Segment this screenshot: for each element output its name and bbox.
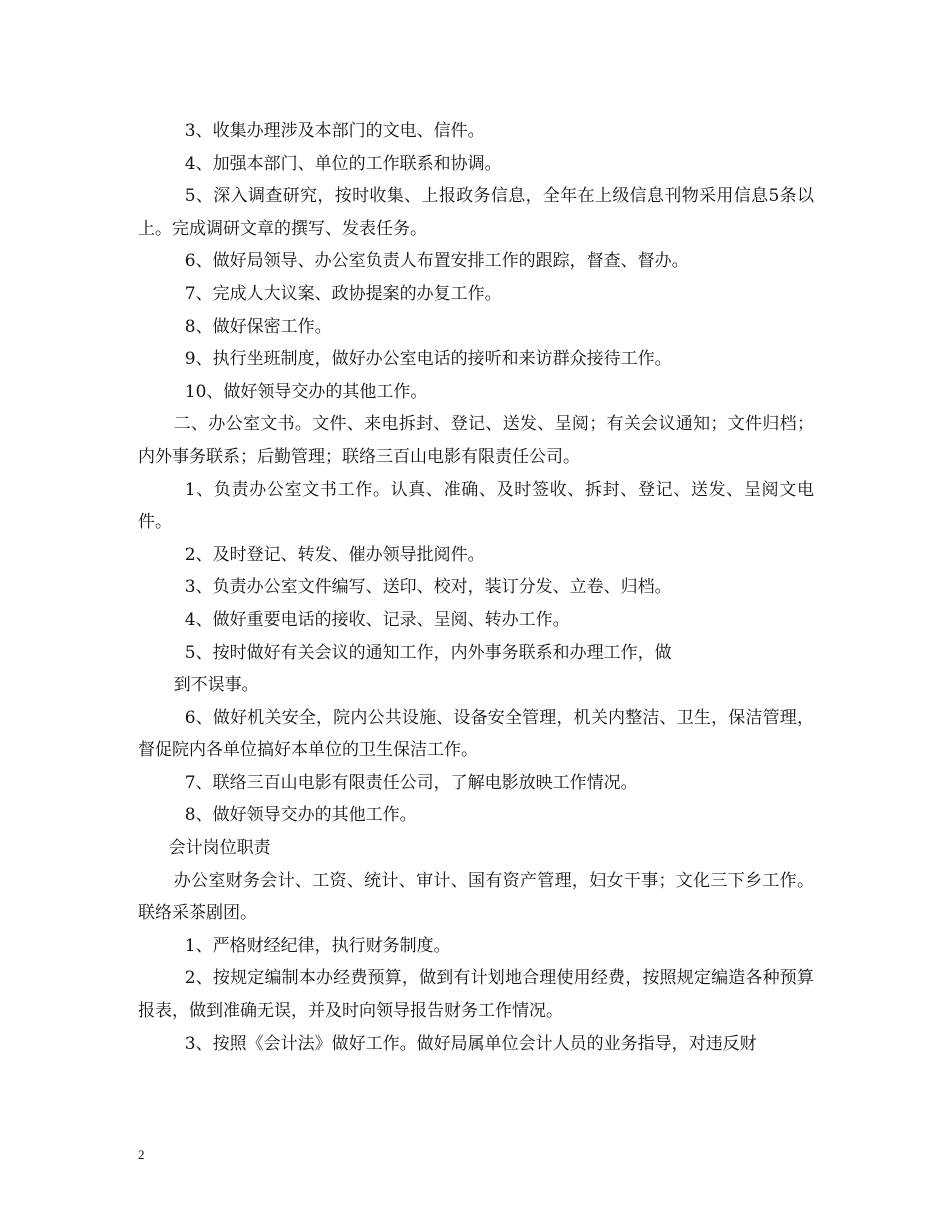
- paragraph: 3、负责办公室文件编写、送印、校对，装订分发、立卷、归档。: [184, 577, 672, 598]
- paragraph: 5、深入调查研究，按时收集、上报政务信息，全年在上级信息刊物采用信息5条以上。完成调研文章的撰写、发表任务。: [138, 186, 814, 239]
- paragraph-continuation: 到不误事。: [173, 675, 259, 696]
- paragraph: 8、做好保密工作。: [184, 316, 332, 337]
- paragraph: 6、做好局领导、办公室负责人布置安排工作的跟踪，督查、督办。: [184, 251, 689, 272]
- paragraph: 1、负责办公室文书工作。认真、准确、及时签收、拆封、登记、送发、呈阅文电件。: [138, 479, 814, 533]
- paragraph: 4、做好重要电话的接收、记录、呈阅、转办工作。: [184, 609, 570, 630]
- document-body: [138, 115, 814, 1060]
- section-title: 会计岗位职责: [168, 838, 271, 859]
- page-number: 2: [138, 1147, 145, 1162]
- paragraph: 2、按规定编制本办经费预算，做到有计划地合理使用经费，按照规定编造各种预算报表，做到准确无误，并及时向领导报告财务工作情况。: [138, 968, 814, 1022]
- paragraph: 3、收集办理涉及本部门的文电、信件。: [184, 121, 485, 141]
- paragraph: 4、加强本部门、单位的工作联系和协调。: [184, 153, 502, 174]
- paragraph: 办公室财务会计、工资、统计、审计、国有资产管理，妇女干事；文化三下乡工作。联络采茶剧团。: [138, 870, 814, 924]
- paragraph: 7、联络三百山电影有限责任公司，了解电影放映工作情况。: [184, 772, 638, 793]
- section-heading-paragraph: 二、办公室文书。文件、来电拆封、登记、送发、呈阅；有关会议通知；文件归档；内外事务联系；后勤管理；联络三百山电影有限责任公司。: [138, 414, 814, 467]
- paragraph: 5、按时做好有关会议的通知工作，内外事务联系和办理工作，做: [184, 642, 672, 663]
- paragraph: 1、严格财经纪律，执行财务制度。: [184, 935, 451, 956]
- paragraph: 2、及时登记、转发、催办领导批阅件。: [184, 544, 485, 565]
- paragraph: 3、按照《会计法》做好工作。做好局属单位会计人员的业务指导，对违反财: [184, 1033, 757, 1054]
- paragraph: 9、执行坐班制度，做好办公室电话的接听和来访群众接待工作。: [184, 349, 672, 370]
- paragraph: 7、完成人大议案、政协提案的办复工作。: [184, 283, 502, 304]
- paragraph: 8、做好领导交办的其他工作。: [184, 805, 417, 826]
- paragraph: 10、做好领导交办的其他工作。: [184, 381, 428, 402]
- paragraph: 6、做好机关安全，院内公共设施、设备安全管理，机关内整洁、卫生，保洁管理，督促院内各单位搞好本单位的卫生保洁工作。: [138, 707, 814, 761]
